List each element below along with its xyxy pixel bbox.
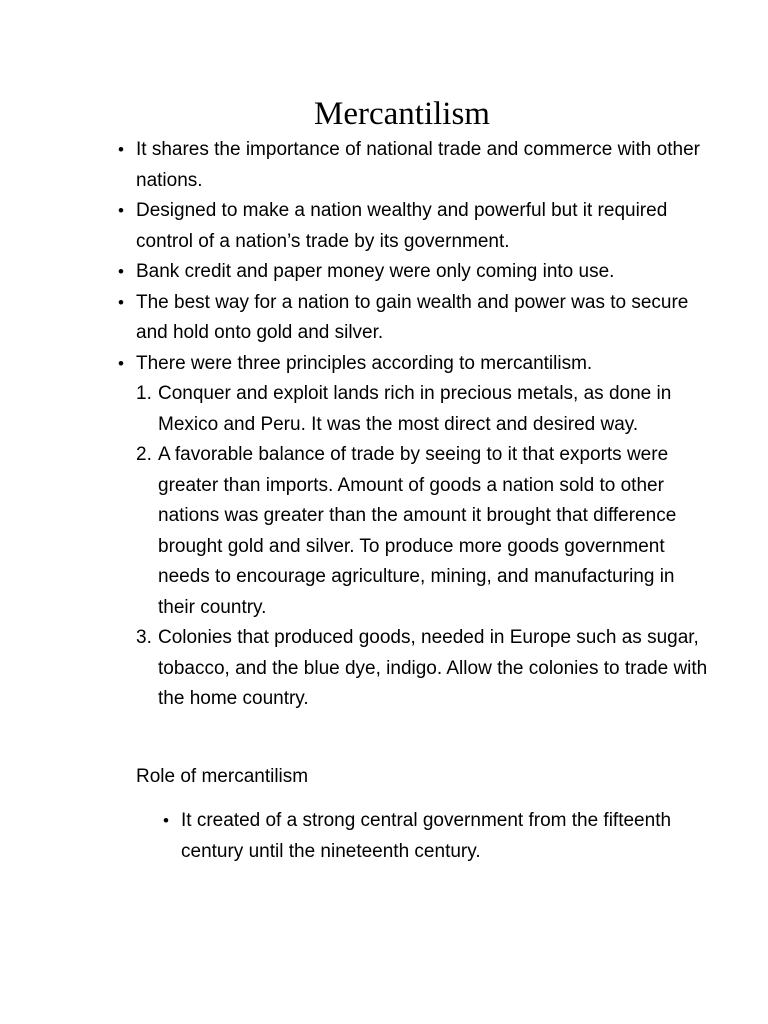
- bullet-icon: •: [118, 353, 124, 373]
- principle-item: [136, 440, 716, 623]
- list-item: [118, 349, 716, 715]
- list-item: [118, 257, 716, 288]
- list-item-text: It created of a strong central government from the fifteenth century until the nineteenth century.: [181, 810, 672, 862]
- list-item: [118, 196, 716, 257]
- principle-text: Colonies that produced goods, needed in Europe such as sugar, tobacco, and the blue dye, indigo. Allow the colonies to trade with the home country.: [158, 627, 708, 709]
- list-item-text: The best way for a nation to gain wealth and power was to secure and hold onto gold and silver.: [136, 291, 689, 343]
- list-item: [118, 135, 716, 196]
- bullet-icon: •: [118, 140, 124, 159]
- page-title: Mercantilism: [314, 96, 490, 132]
- principles-list: [136, 379, 716, 715]
- principle-number: 1.: [136, 383, 152, 404]
- bullet-icon: •: [163, 811, 169, 830]
- principle-number: 2.: [136, 444, 152, 465]
- bullet-icon: •: [118, 201, 124, 220]
- principle-item: [136, 623, 716, 715]
- section-heading: Role of mercantilism: [136, 766, 309, 787]
- principle-number: 3.: [136, 627, 152, 648]
- list-item-text: There were three principles according to mercantilism.: [136, 352, 593, 374]
- principle-text: Conquer and exploit lands rich in precious metals, as done in Mexico and Peru. It was the most direct and desired way.: [158, 383, 672, 435]
- principle-item: [136, 379, 716, 440]
- role-bullet-list: [163, 806, 701, 867]
- main-bullet-list: [118, 135, 716, 715]
- principle-text: A favorable balance of trade by seeing to it that exports were greater than imports. Amount of goods a nation sold to other nations was greater than the amount it brought that difference brought gold and silver. To produce more goods government needs to encourage agriculture, mining, and manufacturing in their country.: [158, 444, 677, 618]
- list-item-text: Designed to make a nation wealthy and powerful but it required control of a nation’s trade by its government.: [136, 200, 668, 252]
- list-item-text: It shares the importance of national trade and commerce with other nations.: [136, 139, 700, 191]
- list-item-text: Bank credit and paper money were only coming into use.: [136, 261, 615, 282]
- list-item: [118, 288, 716, 349]
- bullet-icon: •: [118, 292, 124, 312]
- list-item: [163, 806, 701, 867]
- bullet-icon: •: [118, 262, 124, 281]
